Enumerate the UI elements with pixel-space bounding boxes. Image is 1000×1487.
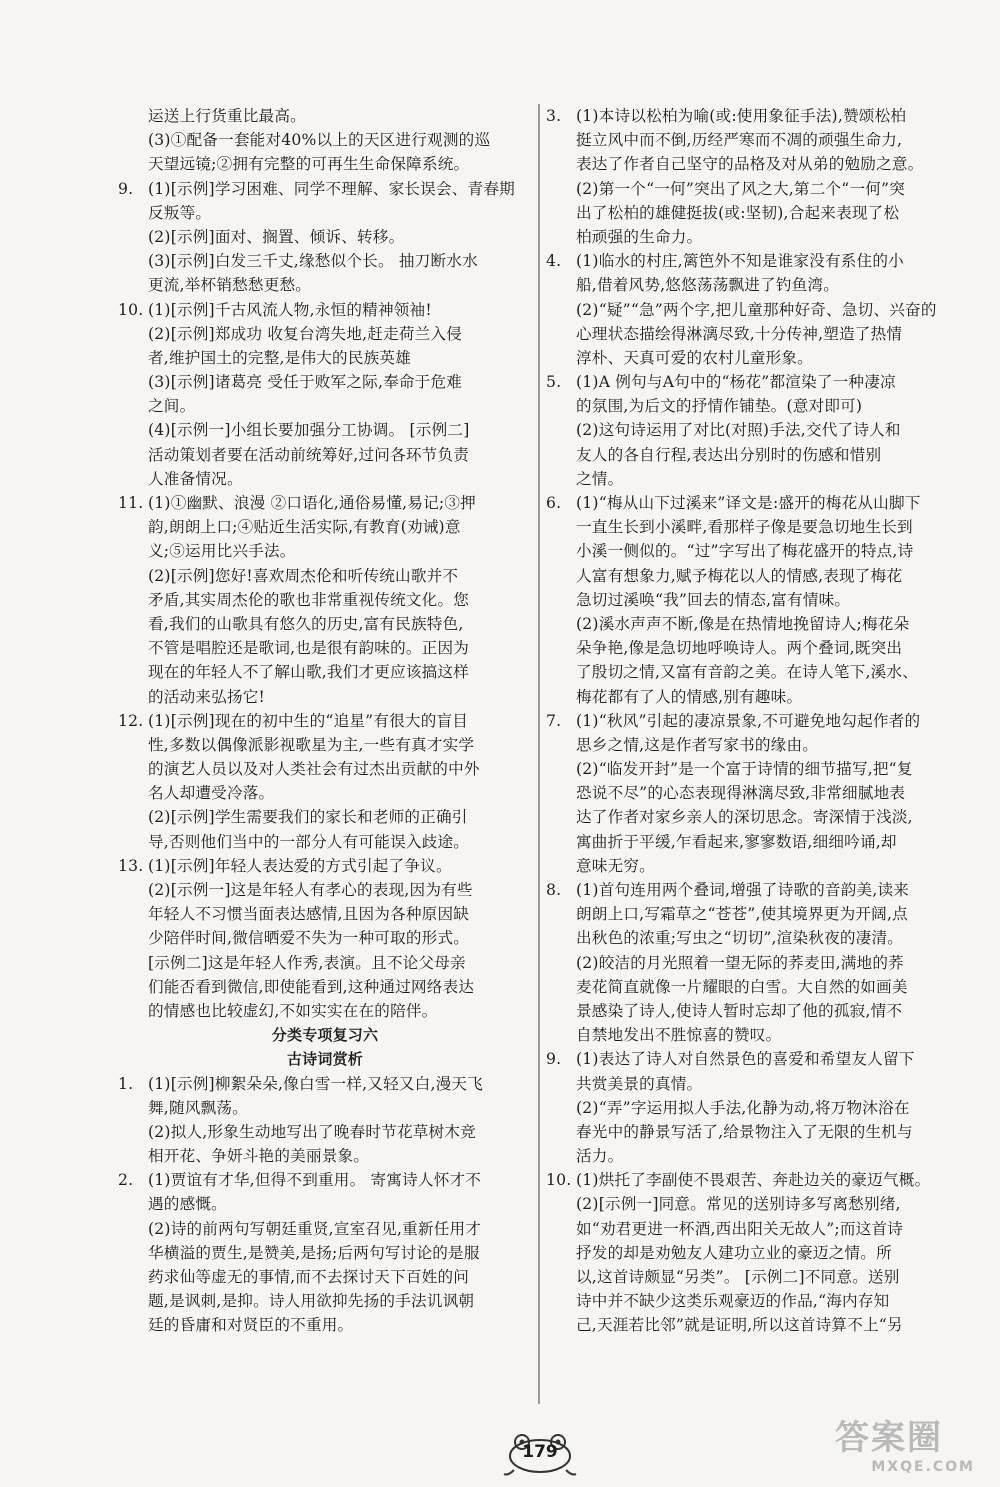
item-number: 12. (118, 711, 144, 730)
line-text: (2)第一个“一何”突出了风之大,第二个“一何”突 (576, 179, 906, 198)
line-text: (4)[示例一]小组长要加强分工协调。 [示例二] (148, 421, 470, 440)
item-number: 8. (546, 881, 562, 899)
line-text: 的活动来弘扬它! (148, 687, 266, 706)
text-line (546, 733, 960, 757)
text-line (118, 1096, 532, 1120)
text-line (546, 273, 960, 297)
line-text: (2)溪水声声不断,像是在热情地挽留诗人;梅花朵 (576, 614, 910, 633)
text-line (118, 346, 532, 370)
text-line (118, 467, 532, 491)
text-line (118, 273, 532, 297)
line-text: 义;⑤运用比兴手法。 (148, 542, 296, 561)
line-text: 一直生长到小溪畔,看那样子像是要急切地生长到 (576, 518, 913, 537)
line-text: 己,天涯若比邻”就是证明,所以这首诗算不上“另 (576, 1316, 903, 1335)
text-line (118, 1265, 532, 1289)
item-number: 10. (546, 1171, 572, 1190)
line-text: 的情感也比较虚幻,不如实实在在的陪伴。 (148, 1001, 438, 1020)
line-text: 相开花、争妍斗艳的美丽景象。 (148, 1147, 370, 1166)
text-line (546, 660, 960, 684)
item-number: 7. (546, 711, 562, 730)
line-text: 药求仙等虚无的事情,而不去探讨天下百姓的问 (148, 1268, 470, 1286)
line-text: 朗朗上口,写霜草之“苍苍”,使其境界更为开阔,点 (576, 905, 908, 924)
line-text: (2)拟人,形象生动地写出了晚春时节花草树木竞 (148, 1122, 476, 1141)
line-text: 古诗词赏析 (286, 1050, 363, 1069)
line-text: 寓曲折于平缓,乍看起来,寥寥数语,细细吟诵,却 (576, 832, 897, 851)
text-line (546, 491, 960, 515)
left-column (118, 104, 532, 1338)
line-text: (3)[示例]诸葛亮 受任于败军之际,奉命于危难 (148, 373, 463, 392)
line-text: 思乡之情,这是作者写家书的缘由。 (576, 735, 819, 754)
line-text: 人富有想象力,赋予梅花以人的情感,表现了梅花 (576, 566, 903, 585)
text-line (118, 1192, 532, 1216)
line-text: 活力。 (576, 1147, 624, 1166)
text-line (546, 322, 960, 346)
column-divider (538, 104, 540, 1404)
line-text: (2)[示例]郑成功 收复台湾失地,赶走荷兰入侵 (148, 324, 463, 343)
text-line (118, 902, 532, 926)
text-line (546, 636, 960, 660)
text-line (546, 1313, 960, 1337)
text-line (118, 443, 532, 467)
line-text: 自禁地发出不胜惊喜的赞叹。 (576, 1026, 782, 1045)
line-text: (2)[示例一]这是年轻人有孝心的表现,因为有些 (148, 881, 473, 899)
line-text: (2)诗的前两句写朝廷重贤,宣室召见,重新任用才 (148, 1219, 482, 1238)
line-text: 小溪一侧似的。“过”字写出了梅花盛开的特点,诗 (576, 542, 914, 561)
text-line (118, 733, 532, 757)
line-text: 名人却遭受冷落。 (148, 784, 275, 803)
line-text: 矛盾,其实周杰伦的歌也非常重视传统文化。您 (148, 590, 470, 609)
text-line (546, 104, 960, 128)
line-text: [示例二]这是年轻人作秀,表演。且不论父母亲 (148, 953, 466, 972)
line-text: 遇的感慨。 (148, 1195, 227, 1214)
watermark-main: 答案圈 (835, 1418, 943, 1458)
line-text: 更流,举杯销愁愁更愁。 (148, 276, 312, 295)
line-text: 少陪伴时间,微信晒爱不失为一种可取的形式。 (148, 929, 470, 948)
item-number: 10. (118, 300, 144, 319)
line-text: 现在的年轻人不了解山歌,我们才更应该搞这样 (148, 663, 470, 682)
line-text: 船,借着风势,悠悠荡荡飘进了钓鱼湾。 (576, 276, 840, 295)
text-line (546, 225, 960, 249)
line-text: (1)“梅从山下过溪来”译文是:盛开的梅花从山脚下 (576, 494, 921, 512)
text-line (546, 709, 960, 733)
line-text: 春光中的静景写活了,给景物注入了无限的生机与 (576, 1122, 913, 1141)
text-line (546, 346, 960, 370)
text-line (546, 298, 960, 322)
line-text: 者,维护国土的完整,是伟大的民族英雄 (148, 348, 412, 367)
line-text: 意味无穷。 (576, 856, 655, 875)
text-line (118, 128, 532, 152)
text-line (546, 612, 960, 636)
text-line (118, 201, 532, 225)
text-line (546, 1241, 960, 1265)
line-text: 急切过溪唤“我”回去的情态,富有情味。 (576, 590, 851, 609)
text-line (118, 781, 532, 805)
text-line (118, 685, 532, 709)
line-text: 抒发的却是劝勉友人建功立业的豪迈之情。所 (576, 1243, 892, 1262)
line-text: (1)[示例]年轻人表达爱的方式引起了争议。 (148, 856, 452, 875)
text-line (118, 539, 532, 563)
text-line (546, 1289, 960, 1313)
line-text: 韵,朗朗上口;④贴近生活实际,有教育(劝诫)意 (148, 518, 461, 537)
text-line (546, 805, 960, 829)
item-number: 1. (118, 1074, 134, 1093)
text-line (118, 660, 532, 684)
line-text: (1)[示例]千古风流人物,永恒的精神领袖! (148, 300, 432, 319)
line-text: (1)本诗以松柏为喻(或:使用象征手法),赞颂松柏 (576, 107, 907, 125)
watermark-url: MXQE.COM (871, 1459, 975, 1475)
text-line (118, 152, 532, 176)
text-line (118, 612, 532, 636)
page-number: 179 (522, 1442, 558, 1462)
line-text: (1)贾谊有才华,但得不到重用。 寄寓诗人怀才不 (148, 1171, 482, 1190)
text-line (118, 975, 532, 999)
text-line (546, 128, 960, 152)
text-line (118, 636, 532, 660)
text-line (118, 1289, 532, 1313)
line-text: (2)“疑”“急”两个字,把儿童那种好奇、急切、兴奋的 (576, 300, 937, 319)
line-text: (1)“秋风”引起的凄凉景象,不可避免地勾起作者的 (576, 711, 921, 730)
line-text: 柏顽强的生命力。 (576, 227, 703, 246)
line-text: (1)①幽默、浪漫 ②口语化,通俗易懂,易记;③押 (148, 494, 476, 512)
line-text: (1)烘托了李副使不畏艰苦、奔赴边关的豪迈气概。 (576, 1171, 931, 1190)
line-text: (2)[示例]您好!喜欢周杰伦和听传统山歌并不 (148, 566, 459, 585)
text-line (546, 951, 960, 975)
line-text: 淳朴、天真可爱的农村儿童形象。 (576, 348, 813, 367)
text-line (546, 1265, 960, 1289)
text-line (118, 418, 532, 442)
text-line (546, 564, 960, 588)
line-text: (1)A 例句与A句中的“杨花”都渲染了一种凄凉 (576, 373, 896, 392)
line-text: 舞,随风飘荡。 (148, 1098, 248, 1117)
text-line (546, 1023, 960, 1047)
text-line (118, 394, 532, 418)
line-text: 人准备情况。 (148, 469, 243, 488)
line-text: 心理状态描绘得淋漓尽致,十分传神,塑造了热情 (576, 324, 903, 343)
text-line (118, 999, 532, 1023)
line-text: (2)[示例]学生需要我们的家长和老师的正确引 (148, 808, 468, 827)
text-line (118, 830, 532, 854)
text-line (118, 225, 532, 249)
line-text: 年轻人不习惯当面表达感情,且因为各种原因缺 (148, 905, 470, 924)
line-text: 性,多数以偶像派影视歌星为主,一些有真才实学 (148, 735, 475, 754)
item-number: 2. (118, 1171, 134, 1190)
text-line (546, 878, 960, 902)
text-line (546, 370, 960, 394)
text-line (546, 539, 960, 563)
line-text: 分类专项复习六 (271, 1026, 379, 1045)
text-line (546, 1096, 960, 1120)
text-line (118, 177, 532, 201)
text-line (118, 491, 532, 515)
text-line (118, 709, 532, 733)
line-text: 如“劝君更进一杯酒,西出阳关无故人”;而这首诗 (576, 1219, 904, 1238)
line-text: (1)[示例]柳絮朵朵,像白雪一样,又轻又白,漫天飞 (148, 1074, 484, 1093)
text-line (118, 805, 532, 829)
text-line (546, 975, 960, 999)
line-text: (2)这句诗运用了对比(对照)手法,交代了诗人和 (576, 421, 901, 440)
text-line (546, 515, 960, 539)
text-line (546, 394, 960, 418)
line-text: (2)[示例一]同意。常见的送别诗多写离愁别绪, (576, 1195, 901, 1214)
text-line (118, 757, 532, 781)
text-line (118, 951, 532, 975)
text-line (546, 854, 960, 878)
line-text: (1)[示例]现在的初中生的“追星”有很大的盲目 (148, 711, 469, 730)
text-line (546, 1168, 960, 1192)
line-text: 了殷切之情,又富有音韵之美。在诗人笔下,溪水、 (576, 663, 918, 682)
line-text: 导,否则他们当中的一部分人有可能误入歧途。 (148, 832, 470, 851)
line-text: 不管是唱腔还是歌词,也是很有韵味的。正因为 (148, 639, 470, 658)
text-line (546, 418, 960, 442)
text-line (546, 152, 960, 176)
text-line (118, 249, 532, 273)
line-text: 的氛围,为后文的抒情作铺垫。(意对即可) (576, 397, 863, 416)
text-line (546, 1047, 960, 1071)
line-text: 景感染了诗人,使诗人暂时忘却了他的孤寂,情不 (576, 1001, 903, 1020)
text-line (118, 1120, 532, 1144)
line-text: 朵争艳,像是急切地呼唤诗人。两个叠词,既突出 (576, 639, 903, 658)
text-line (546, 1192, 960, 1216)
line-text: 以,这首诗颇显“另类”。 [示例二]不同意。送别 (576, 1268, 900, 1286)
item-number: 9. (118, 179, 134, 198)
line-text: 梅花都有了人的情感,别有趣味。 (576, 687, 803, 706)
line-text: (3)①配备一套能对40%以上的天区进行观测的巡 (148, 131, 491, 150)
line-text: 友人的各自行程,表达出分别时的伤感和惜别 (576, 445, 882, 464)
line-text: (2)[示例]面对、搁置、倾诉、转移。 (148, 227, 405, 246)
text-line (118, 1144, 532, 1168)
line-text: 达了作者对家乡亲人的深切思念。寄深情于浅淡, (576, 808, 913, 827)
text-line (546, 902, 960, 926)
line-text: 题,是讽刺,是抑。诗人用欲抑先扬的手法讥讽朝 (148, 1292, 475, 1311)
item-number: 6. (546, 494, 562, 512)
text-line (546, 685, 960, 709)
line-text: (1)[示例]学习困难、同学不理解、家长误会、青春期 (148, 179, 515, 198)
line-text: 恐说不尽”的心态表现得淋漓尽致,非常细腻地表 (576, 784, 906, 803)
line-text: 廷的昏庸和对贤臣的不重用。 (148, 1316, 354, 1335)
right-column (546, 104, 960, 1338)
line-text: 们能否看到微信,即使能看到,这种通过网络表达 (148, 977, 475, 996)
line-text: 麦花简直就像一片耀眼的白雪。大自然的如画美 (576, 977, 908, 996)
text-line (118, 588, 532, 612)
text-line (546, 1072, 960, 1096)
line-text: 活动策划者要在活动前统筹好,过问各环节负责 (148, 445, 470, 464)
line-text: (1)首句连用两个叠词,增强了诗歌的音韵美,读来 (576, 881, 910, 899)
line-text: (2)“弄”字运用拟人手法,化静为动,将万物沐浴在 (576, 1098, 910, 1117)
text-line (118, 1168, 532, 1192)
line-text: (1)临水的村庄,篱笆外不知是谁家没有系住的小 (576, 252, 904, 271)
line-text: 的演艺人员以及对人类社会有过杰出贡献的中外 (148, 760, 480, 779)
text-line (546, 249, 960, 273)
line-text: 出秋色的浓重;写虫之“切切”,渲染秋夜的凄清。 (576, 929, 904, 948)
text-line (546, 926, 960, 950)
text-line (118, 854, 532, 878)
text-line (546, 1120, 960, 1144)
line-text: 挺立风中而不倒,历经严寒而不凋的顽强生命力, (576, 131, 903, 150)
text-line (546, 1217, 960, 1241)
line-text: 表达了作者自己坚守的品格及对从弟的勉励之意。 (576, 155, 924, 174)
text-line (546, 757, 960, 781)
line-text: 看,我们的山歌具有悠久的历史,富有民族特色, (148, 614, 464, 633)
item-number: 3. (546, 107, 562, 125)
text-line (118, 1241, 532, 1265)
line-text: 之情。 (576, 469, 624, 488)
text-line (546, 1144, 960, 1168)
text-line (118, 1217, 532, 1241)
line-text: (3)[示例]白发三千丈,缘愁似个长。 抽刀断水水 (148, 252, 478, 271)
item-number: 9. (546, 1050, 562, 1069)
text-line (118, 564, 532, 588)
line-text: (1)表达了诗人对自然景色的喜爱和希望友人留下 (576, 1050, 915, 1069)
text-line (118, 104, 532, 128)
text-line (118, 370, 532, 394)
line-text: 共赏美景的真情。 (576, 1074, 703, 1093)
text-line (546, 588, 960, 612)
line-text: 华横溢的贾生,是赞美,是扬;后两句写讨论的是服 (148, 1243, 480, 1262)
text-line (118, 515, 532, 539)
text-line (546, 467, 960, 491)
line-text: 反叛等。 (148, 203, 212, 222)
text-line (118, 926, 532, 950)
line-text: 运送上行货重比最高。 (148, 107, 306, 125)
line-text: 天望远镜;②拥有完整的可再生生命保障系统。 (148, 155, 470, 174)
item-number: 11. (118, 494, 144, 512)
text-line (546, 999, 960, 1023)
line-text: (2)皎洁的月光照着一望无际的荞麦田,满地的荞 (576, 953, 904, 972)
item-number: 13. (118, 856, 144, 875)
text-line (118, 1023, 532, 1047)
watermark (835, 1418, 985, 1480)
line-text: (2)“临发开封”是一个富于诗情的细节描写,把“复 (576, 760, 913, 779)
text-line (118, 878, 532, 902)
item-number: 4. (546, 252, 562, 271)
text-line (118, 1047, 532, 1071)
text-line (118, 1072, 532, 1096)
item-number: 5. (546, 373, 562, 392)
text-line (546, 781, 960, 805)
line-text: 诗中并不缺少这类乐观豪迈的作品,“海内存知 (576, 1292, 890, 1311)
text-line (118, 298, 532, 322)
text-line (118, 1313, 532, 1337)
text-line (118, 322, 532, 346)
text-line (546, 177, 960, 201)
text-line (546, 443, 960, 467)
text-line (546, 830, 960, 854)
line-text: 出了松柏的雄健挺拔(或:坚韧),合起来表现了松 (576, 203, 900, 222)
line-text: 之间。 (148, 397, 196, 416)
text-line (546, 201, 960, 225)
